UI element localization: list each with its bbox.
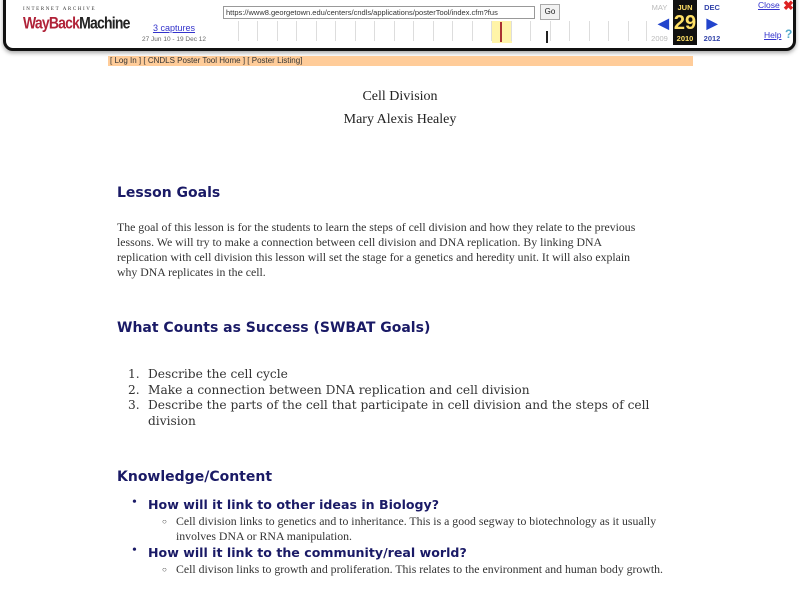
timeline-tick <box>296 21 297 41</box>
site-nav <box>108 56 693 66</box>
timeline-tick <box>413 21 414 41</box>
bullet-icon: • <box>132 495 137 510</box>
captures-range: 27 Jun 10 - 19 Dec 12 <box>142 36 206 43</box>
next-month: DEC <box>704 3 720 12</box>
circle-bullet-icon: ○ <box>162 517 167 526</box>
knowledge-list <box>130 496 690 577</box>
text-line: lessons. We will try to make a connection between cell division and DNA replication. By linking DNA <box>117 235 603 249</box>
internet-archive-label: INTERNET ARCHIVE <box>23 7 97 12</box>
timeline-tick <box>316 21 317 41</box>
url-input[interactable]: https://www8.georgetown.edu/centers/cndls/applications/posterTool/index.cfm?fus <box>223 6 535 19</box>
text-line: why DNA replicates in the cell. <box>117 265 266 279</box>
question: How will it link to the community/real world? <box>148 545 467 560</box>
timeline-tick <box>335 21 336 41</box>
arrow-left-icon[interactable]: ◀ <box>658 15 669 31</box>
logo-way: WayBack <box>23 12 80 33</box>
previous-capture[interactable] <box>646 0 673 44</box>
timeline-tick <box>277 21 278 41</box>
current-day: 29 <box>673 12 697 34</box>
timeline-tick <box>628 21 629 41</box>
timeline-current-capture-marker <box>500 22 502 42</box>
question: How will it link to other ideas in Biology? <box>148 497 440 512</box>
current-year: 2010 <box>676 34 694 43</box>
list-item: 2. Make a connection between DNA replication and cell division <box>128 382 530 397</box>
swbat-goals-list <box>128 367 678 429</box>
list-item <box>130 544 690 577</box>
answer: ○ Cell division links to genetics and to inheritance. This is a good segway to biotechnology as it usually involves DNA or RNA manipulation. <box>162 514 657 543</box>
heading-success: What Counts as Success (SWBAT Goals) <box>117 320 431 336</box>
heading-lesson-goals: Lesson Goals <box>117 185 221 201</box>
timeline-tick <box>550 21 551 41</box>
current-capture <box>673 0 697 45</box>
timeline-tick <box>589 21 590 41</box>
close-link[interactable]: Close <box>758 0 780 10</box>
nav-poster-tool-home[interactable]: [ CNDLS Poster Tool Home ] <box>143 56 246 65</box>
next-capture[interactable] <box>698 0 726 44</box>
lesson-goals-text <box>117 220 677 280</box>
go-button[interactable]: Go <box>540 4 560 20</box>
capture-timeline[interactable] <box>221 21 647 43</box>
arrow-right-icon[interactable]: ▶ <box>706 15 718 31</box>
timeline-tick <box>433 21 434 41</box>
close-icon[interactable]: ✖ <box>783 0 794 13</box>
timeline-current-year-highlight <box>492 21 512 43</box>
timeline-tick <box>569 21 570 41</box>
captures-info <box>134 23 214 43</box>
timeline-tick <box>452 21 453 41</box>
heading-knowledge-content: Knowledge/Content <box>117 469 273 485</box>
list-item: 1. Describe the cell cycle <box>128 367 288 381</box>
timeline-tick <box>355 21 356 41</box>
timeline-tick <box>491 21 492 41</box>
captures-link[interactable]: 3 captures <box>152 23 196 33</box>
logo-machine: Machine <box>79 12 130 33</box>
bullet-icon: • <box>132 543 137 558</box>
timeline-capture-marker <box>546 31 548 43</box>
timeline-tick <box>530 21 531 41</box>
current-month: JUN <box>677 3 693 12</box>
timeline-tick <box>394 21 395 41</box>
timeline-tick <box>374 21 375 41</box>
page-title: Cell Division <box>362 89 438 104</box>
wayback-logo[interactable] <box>23 7 130 35</box>
calendar-navigator <box>646 0 726 45</box>
prev-month: MAY <box>651 3 668 12</box>
list-item <box>130 496 690 544</box>
wayback-toolbar <box>3 0 796 51</box>
nav-log-in[interactable]: [ Log In ] <box>110 56 142 65</box>
text-line: replication with cell division this lesson will set the stage for a genetics and heredity unit. It will also explain <box>117 250 631 264</box>
next-year: 2012 <box>703 34 721 43</box>
help-link[interactable]: Help <box>764 30 782 40</box>
timeline-tick <box>472 21 473 41</box>
circle-bullet-icon: ○ <box>162 565 167 574</box>
text-line: The goal of this lesson is for the students to learn the steps of cell division and how they relate to the previous <box>117 220 636 234</box>
list-item: 3. Describe the parts of the cell that participate in cell division and the steps of cell division <box>128 398 650 428</box>
timeline-tick <box>257 21 258 41</box>
prev-year: 2009 <box>651 34 668 43</box>
timeline-tick <box>608 21 609 41</box>
timeline-tick <box>511 21 512 41</box>
help-icon[interactable]: ? <box>785 27 793 41</box>
nav-poster-listing[interactable]: [ Poster Listing] <box>247 56 303 65</box>
answer: ○ Cell divison links to growth and proliferation. This relates to the environment and human body growth. <box>162 562 663 576</box>
timeline-tick <box>238 21 239 41</box>
page-author: Mary Alexis Healey <box>343 112 457 127</box>
